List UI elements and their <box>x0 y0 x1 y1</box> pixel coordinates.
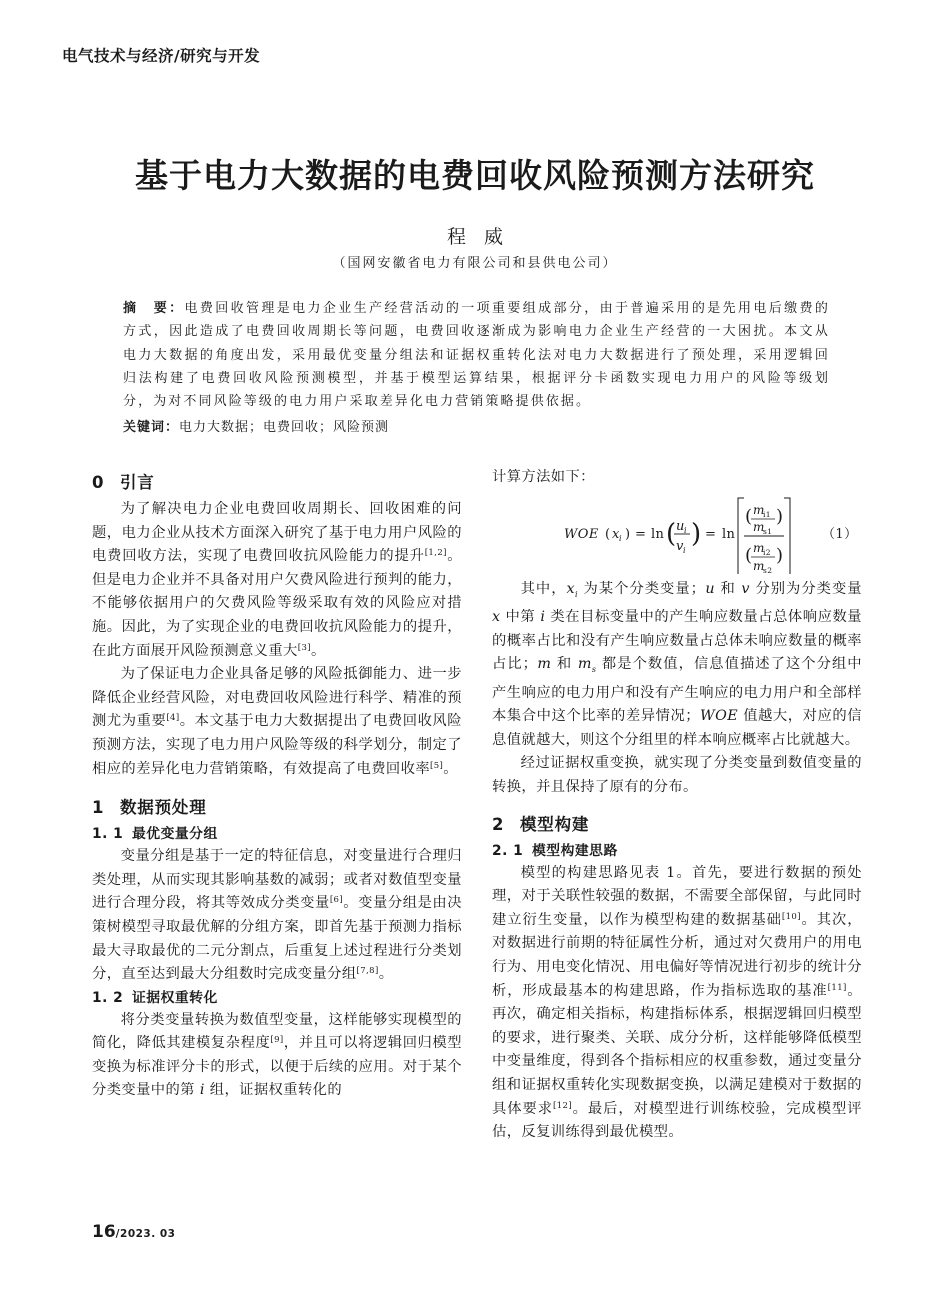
section-heading: 1 数据预处理 <box>92 798 207 818</box>
svg-text:m: m <box>753 558 765 573</box>
keywords-label: 关键词： <box>123 420 180 435</box>
subsection-heading: 2. 1 模型构建思路 <box>492 842 618 859</box>
paragraph: 经过证据权重变换，就实现了分类变量到数值变量的转换，并且保持了原有的分布。 <box>492 755 862 796</box>
keywords <box>123 416 830 439</box>
svg-text:u: u <box>676 518 685 534</box>
svg-text:v: v <box>676 538 684 554</box>
svg-text:=: = <box>635 526 647 542</box>
paragraph: 将分类变量转换为数值型变量，这样能够实现模型的简化，降低其建模复杂程度[9]，并且可以将逻辑回归模型变换为标准评分卡的形式，以便于后续的应用。对于某个分类变量中的第 i 组，证据权重转化的 <box>92 1011 462 1099</box>
svg-text:(: ( <box>745 544 753 566</box>
formula-lhs: WOE <box>564 526 599 542</box>
svg-text:(: ( <box>666 518 677 549</box>
svg-text:(: ( <box>745 505 753 527</box>
woe-formula <box>492 492 862 574</box>
svg-text:=: = <box>705 526 717 542</box>
svg-text:ln: ln <box>722 526 736 542</box>
paragraph: 模型的构建思路见表 1。首先，要进行数据的预处理，对于关联性较强的数据，不需要全部保留，与此同时建立衍生变量，以作为模型构建的数据基础[10]。其次，对数据进行前期的特征属性分析，通过对欠费用户的用电行为、用电变化情况、用电偏好等情况进行初步的统计分析，形成最基本的构建思路，作为指标选取的基准[11]。再次，确定相关指标，构建指标体系，根据逻辑回归模型的要求，进行聚类、关联、成分分析，这样能够降低模型中变量维度，得到各个指标相应的权重参数，通过变量分组和证据权重转化实现数据变换，以满足建模对于数据的具体要求[12]。最后，对模型进行训练校验，完成模型评估，反复训练得到最优模型。 <box>492 864 862 1141</box>
right-column <box>492 466 862 1145</box>
svg-text:): ) <box>625 526 631 542</box>
paragraph: 为了保证电力企业具备足够的风险抵御能力、进一步降低企业经营风险，对电费回收风险进行科学、精准的预测尤为重要[4]。本文基于电力大数据提出了电费回收风险预测方法，实现了电力用户风险等级的科学划分，制定了相应的差异化电力营销策略，有效提高了电费回收率[5]。 <box>92 666 462 777</box>
svg-text:i: i <box>684 525 687 535</box>
paragraph: 其中，$x_i$ 为某个分类变量；u 和 v 分别为分类变量 x 中第 i 类在目标变量中的产生响应数量占总体响应数量的概率占比和没有产生响应数量占总体未响应数量的概率占比；m 和 $m_s$ 都是个数值，信息值描述了这个分组中产生响应的电力用户和没有产生响应的电力用户和全部样本集合中这个比率的差异情况；WOE 值越大，对应的信息值就越大，则这个分组里的样本响应概率占比就越大。 <box>492 580 862 748</box>
section-heading: 2 模型构建 <box>492 814 590 834</box>
formula-graphic <box>492 492 862 574</box>
subsection-heading: 1. 2 证据权重转化 <box>92 989 218 1006</box>
journal-header: 电气技术与经济/研究与开发 <box>62 47 261 65</box>
section-heading: 0 引言 <box>92 473 155 492</box>
subsection-heading: 1. 1 最优变量分组 <box>92 826 218 843</box>
svg-text:x: x <box>612 526 620 542</box>
equation-number: （1） <box>822 526 858 542</box>
svg-text:i1: i1 <box>763 509 771 519</box>
page-number: 16 <box>92 1222 116 1242</box>
svg-text:(: ( <box>605 526 611 542</box>
svg-text:s2: s2 <box>763 565 773 574</box>
affiliation: （国网安徽省电力有限公司和县供电公司） <box>332 256 618 271</box>
svg-text:ln: ln <box>651 526 665 542</box>
svg-text:m: m <box>753 502 765 517</box>
abstract <box>123 297 830 413</box>
author: 程威 <box>446 226 521 248</box>
svg-text:i2: i2 <box>763 547 771 557</box>
svg-text:): ) <box>776 544 784 566</box>
paragraph: 为了解决电力企业电费回收周期长、回收困难的问题，电力企业从技术方面深入研究了基于电力用户风险的电费回收方法，实现了电费回收抗风险能力的提升[1,2]。但是电力企业并不具备对用户欠费风险进行预判的能力，不能够依据用户的欠费风险等级采取有效的风险应对措施。因此，为了实现企业的电费回收抗风险能力的提升，在此方面展开风险预测意义重大[3]。 <box>92 501 462 659</box>
paragraph: 变量分组是基于一定的特征信息，对变量进行合理归类处理，从而实现其影响基数的减弱；或者对数值型变量进行合理分段，将其等效成分类变量[6]。变量分组是由决策树模型寻取最优解的分组方案，即首先基于预测力指标最大寻取最优的二元分割点，后重复上述过程进行分类划分，直至达到最大分组数时完成变量分组[7,8]。 <box>92 848 462 983</box>
page-footer <box>92 1222 176 1242</box>
issue-date: /2023. 03 <box>115 1228 176 1240</box>
svg-text:m: m <box>753 519 765 534</box>
abstract-text: 电费回收管理是电力企业生产经营活动的一项重要组成部分，由于普遍采用的是先用电后缴费的方式，因此造成了电费回收周期长等问题，电费回收逐渐成为影响电力企业生产经营的一大困扰。本文从电力大数据的角度出发，采用最优变量分组法和证据权重转化法对电力大数据进行了预处理，采用逻辑回归法构建了电费回收风险预测模型，并基于模型运算结果，根据评分卡函数实现电力用户的风险等级划分，为对不同风险等级的电力用户采取差异化电力营销策略提供依据。 <box>123 301 831 410</box>
abstract-label: 摘 要： <box>123 301 185 316</box>
article-title: 基于电力大数据的电费回收风险预测方法研究 <box>135 156 815 195</box>
keywords-text: 电力大数据；电费回收；风险预测 <box>179 420 390 435</box>
svg-text:i: i <box>619 533 622 543</box>
svg-text:i: i <box>683 545 686 555</box>
left-column <box>92 466 462 1103</box>
svg-text:s1: s1 <box>763 526 773 536</box>
formula-intro: 计算方法如下： <box>492 469 595 485</box>
svg-text:m: m <box>753 540 765 555</box>
svg-text:): ) <box>691 518 702 549</box>
svg-text:): ) <box>776 505 784 527</box>
